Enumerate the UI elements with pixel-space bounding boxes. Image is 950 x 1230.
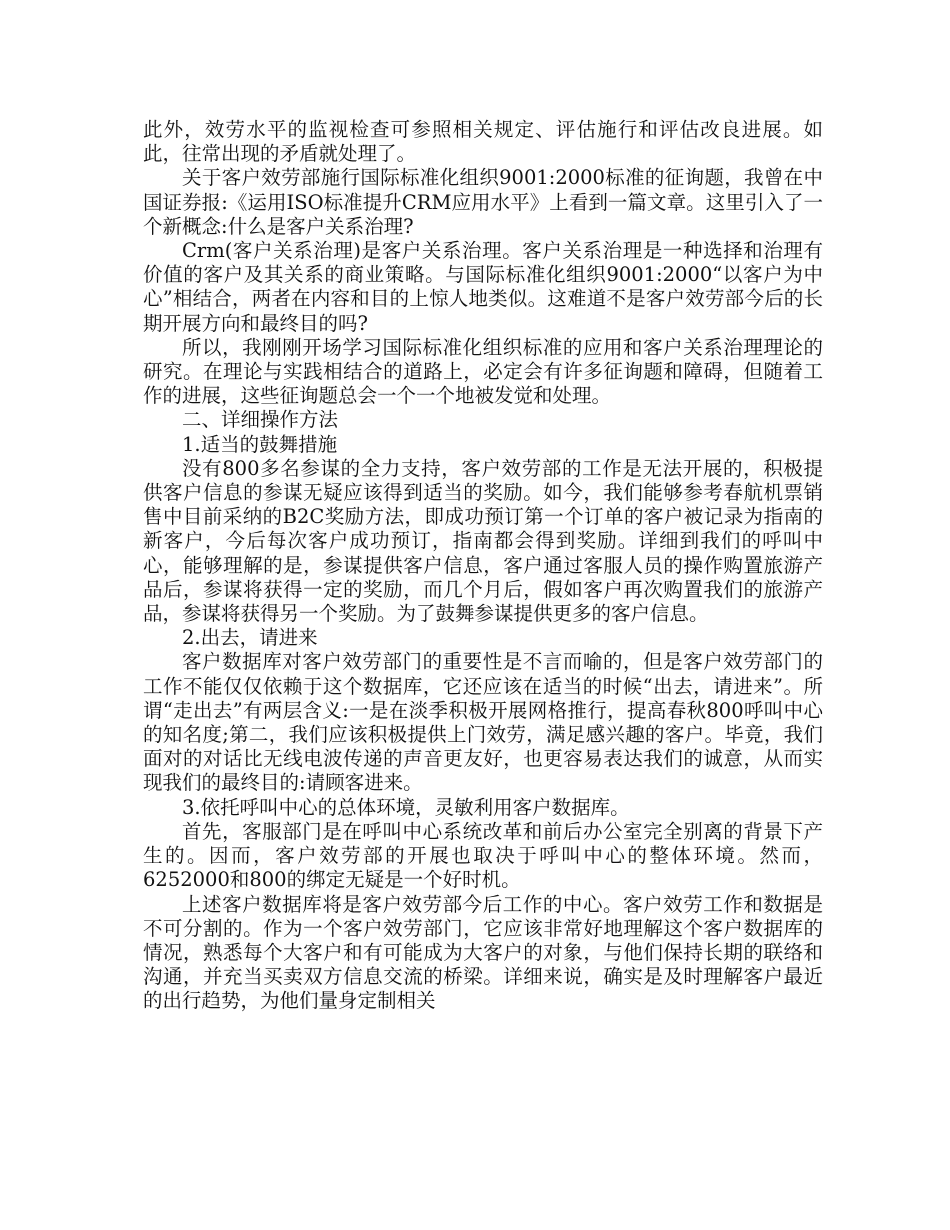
paragraph-call-center: 首先，客服部门是在呼叫中心系统改革和前后办公室完全别离的背景下产生的。因而，客户效劳部的开展也取决于呼叫中心的整体环境。然而，6252000和800的绑定无疑是一个好时机。 xyxy=(143,819,823,892)
section-heading-methods: 二、详细操作方法 xyxy=(182,408,339,432)
subheading-call-center: 3.依托呼叫中心的总体环境，灵敏利用客户数据库。 xyxy=(182,795,630,819)
subheading-go-out: 2.出去，请进来 xyxy=(182,626,318,650)
subheading-incentives: 1.适当的鼓舞措施 xyxy=(182,432,338,456)
paragraph-continuation: 此外，效劳水平的监视检查可参照相关规定、评估施行和评估改良进展。如此，往常出现的矛盾就处理了。 xyxy=(143,118,823,166)
paragraph-go-out: 客户数据库对客户效劳部门的重要性是不言而喻的，但是客户效劳部门的工作不能仅仅依赖于这个数据库，它还应该在适当的时候“出去，请进来”。所谓“走出去”有两层含义:一是在淡季积极开展网格推行，提高春秋800呼叫中心的知名度;第二，我们应该积极提供上门效劳，满足感兴趣的客户。毕竟，我们面对的对话比无线电波传递的声音更友好，也更容易表达我们的诚意，从而实现我们的最终目的:请顾客进来。 xyxy=(143,650,823,795)
paragraph-study-plan: 所以，我刚刚开场学习国际标准化组织标准的应用和客户关系治理理论的研究。在理论与实践相结合的道路上，必定会有许多征询题和障碍，但随着工作的进展，这些征询题总会一个一个地被发觉和处理。 xyxy=(143,335,823,408)
document-page xyxy=(143,118,823,1014)
paragraph-incentives: 没有800多名参谋的全力支持，客户效劳部的工作是无法开展的，积极提供客户信息的参谋无疑应该得到适当的奖励。如今，我们能够参考春航机票销售中目前采纳的B2C奖励方法，即成功预订第一个订单的客户被记录为指南的新客户，今后每次客户成功预订，指南都会得到奖励。详细到我们的呼叫中心，能够理解的是，参谋提供客户信息，客户通过客服人员的操作购置旅游产品后，参谋将获得一定的奖励，而几个月后，假如客户再次购置我们的旅游产品，参谋将获得另一个奖励。为了鼓舞参谋提供更多的客户信息。 xyxy=(143,456,823,626)
paragraph-iso-crm-article: 关于客户效劳部施行国际标准化组织9001:2000标准的征询题，我曾在中国证券报:《运用ISO标准提升CRM应用水平》上看到一篇文章。这里引入了一个新概念:什么是客户关系治理? xyxy=(143,166,823,238)
paragraph-customer-database: 上述客户数据库将是客户效劳部今后工作的中心。客户效劳工作和数据是不可分割的。作为一个客户效劳部门，它应该非常好地理解这个客户数据库的情况，熟悉每个大客户和有可能成为大客户的对象，与他们保持长期的联络和沟通，并充当买卖双方信息交流的桥梁。详细来说，确实是及时理解客户最近的出行趋势，为他们量身定制相关 xyxy=(143,892,823,1013)
paragraph-crm-definition: Crm(客户关系治理)是客户关系治理。客户关系治理是一种选择和治理有价值的客户及其关系的商业策略。与国际标准化组织9001:2000“以客户为中心”相结合，两者在内容和目的上惊人地类似。这难道不是客户效劳部今后的长期开展方向和最终目的吗? xyxy=(143,239,823,335)
